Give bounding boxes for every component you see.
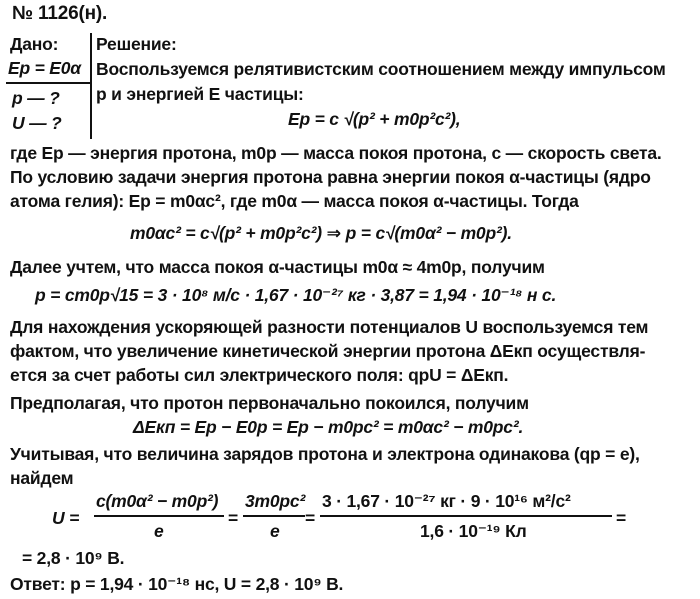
where-line: где Eр — энергия протона, m0р — масса покоя протона, c — скорость света. [10, 143, 662, 163]
fraction-bar-3 [320, 515, 612, 517]
formula-energy: Eр = c √(p² + m0р²c²), [288, 109, 461, 129]
condition-line-2: атома гелия): Eр = m0αc², где m0α — масса покоя α-частицы. Тогда [10, 191, 579, 211]
formula-u-denominator-2: e [270, 521, 280, 541]
formula-u-denominator-1: e [154, 521, 164, 541]
charge-line-1: Учитывая, что величина зарядов протона и электрона одинакова (qр = e), [10, 444, 640, 464]
rest-note: Предполагая, что протон первоначально покоился, получим [10, 393, 529, 413]
formula-u-equals-2: = [305, 508, 316, 528]
find-voltage: U — ? [12, 113, 62, 133]
field-line-1: Для нахождения ускоряющей разности потенциалов U воспользуемся тем [10, 317, 649, 337]
find-momentum: p — ? [12, 88, 60, 108]
answer-line: Ответ: p = 1,94 · 10⁻¹⁸ нс, U = 2,8 · 10⁹ В. [10, 574, 344, 594]
problem-number: № 1126(н). [12, 3, 108, 24]
field-line-3: ется за счет работы сил электрического поля: qрU = ΔEкп. [10, 365, 509, 385]
fraction-bar-1 [94, 515, 224, 517]
formula-u-numerator-1: c(m0α² − m0р²) [96, 491, 219, 511]
formula-u-numerator-3: 3 · 1,67 · 10⁻²⁷ кг · 9 · 10¹⁶ м²/с² [322, 491, 571, 511]
formula-u-result: = 2,8 · 10⁹ В. [22, 548, 125, 568]
formula-p: p = cm0р√15 = 3 · 10⁸ м/с · 1,67 · 10⁻²⁷ кг · 3,87 = 1,94 · 10⁻¹⁸ н с. [35, 285, 557, 305]
formula-u-numerator-2: 3m0рc² [245, 491, 306, 511]
fraction-bar-2 [243, 515, 305, 517]
charge-line-2: найдем [10, 468, 74, 488]
solution-header: Решение: [96, 34, 177, 54]
mass-note: Далее учтем, что масса покоя α-частицы m0α ≈ 4m0р, получим [10, 257, 545, 277]
formula-u-equals-1: = [228, 508, 239, 528]
given-label: Дано: [10, 34, 59, 54]
formula-delta: ΔEкп = Eр − E0р = Eр − m0рc² = m0αc² − m0рc². [133, 417, 524, 437]
given-vertical-rule [90, 33, 92, 139]
field-line-2: фактом, что увеличение кинетической энергии протона ΔEкп осуществля- [10, 341, 646, 361]
formula-u-lhs: U = [52, 508, 80, 528]
formula-u-equals-3: = [616, 508, 627, 528]
formula-momentum: m0αc² = c√(p² + m0р²c²) ⇒ p = c√(m0α² − m0р²). [130, 223, 512, 243]
intro-line-1: Воспользуемся релятивистским соотношением между импульсом [96, 59, 666, 79]
given-divider [6, 82, 90, 84]
formula-u-denominator-3: 1,6 · 10⁻¹⁹ Кл [420, 521, 527, 541]
condition-line-1: По условию задачи энергия протона равна энергии покоя α-частицы (ядро [10, 167, 651, 187]
given-condition: Eр = E0α [8, 58, 81, 78]
intro-line-2: p и энергией E частицы: [96, 84, 304, 104]
